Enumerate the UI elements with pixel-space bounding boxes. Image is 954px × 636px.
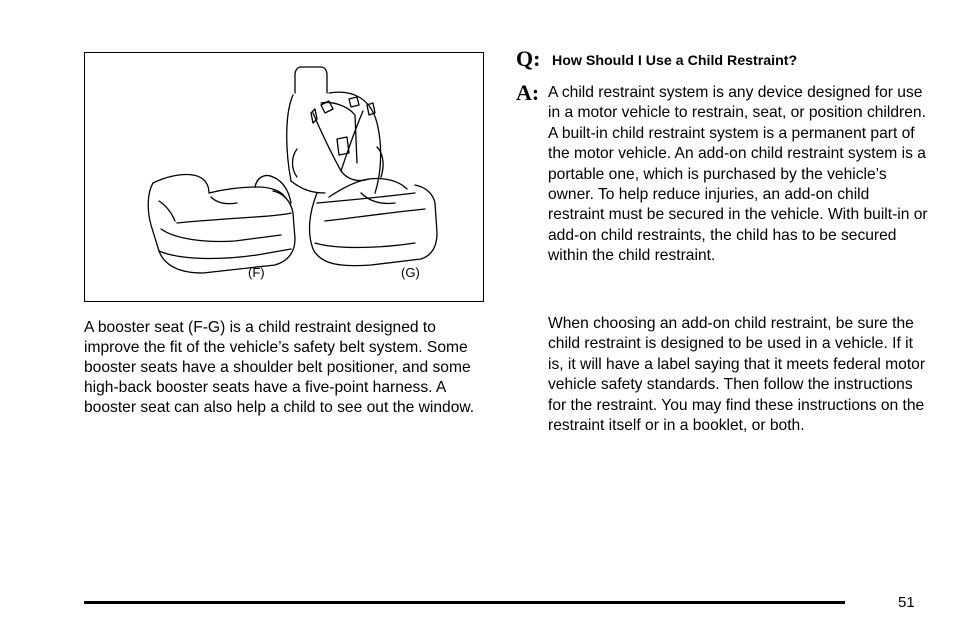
- booster-seat-illustration: [85, 53, 483, 301]
- answer-paragraph-2: When choosing an add-on child restraint, be sure the child restraint is designed to be used in a vehicle. If it is, it will have a label saying that it meets federal motor vehicle safety standards. Then follow the instructions for the restraint. You may find these instructions on the restraint itself or in a booklet, or both.: [548, 315, 926, 435]
- page-number: 51: [898, 594, 915, 611]
- question-marker: Q:: [516, 46, 541, 71]
- figure-label-g: (G): [401, 265, 420, 280]
- question-heading: How Should I Use a Child Restraint?: [552, 53, 798, 69]
- backless-booster-drawing: [148, 174, 295, 273]
- answer-paragraph-1: A child restraint system is any device designed for use in a motor vehicle to restrain, seat, or position children. A built-in child restraint system is a permanent part of the motor vehicle. An add-on child restraint system is a portable one, which is purchased by the vehicle’s owner. To help reduce injuries, an add-on child restraint must be secured in the vehicle. With built-in or add-on child restraints, the child has to be secured within the child restraint.: [548, 84, 928, 265]
- booster-seat-figure: [84, 52, 484, 302]
- booster-seat-paragraph: A booster seat (F-G) is a child restraint designed to improve the fit of the vehicle’s safety belt system. Some booster seats have a shoulder belt positioner, and some high-back booster seats have a five-point harness. A booster seat can also help a child to see out the window.: [84, 319, 475, 416]
- footer-rule: [84, 601, 845, 604]
- figure-label-f: (F): [248, 265, 265, 280]
- high-back-booster-drawing: [287, 67, 437, 266]
- answer-marker: A:: [516, 80, 540, 105]
